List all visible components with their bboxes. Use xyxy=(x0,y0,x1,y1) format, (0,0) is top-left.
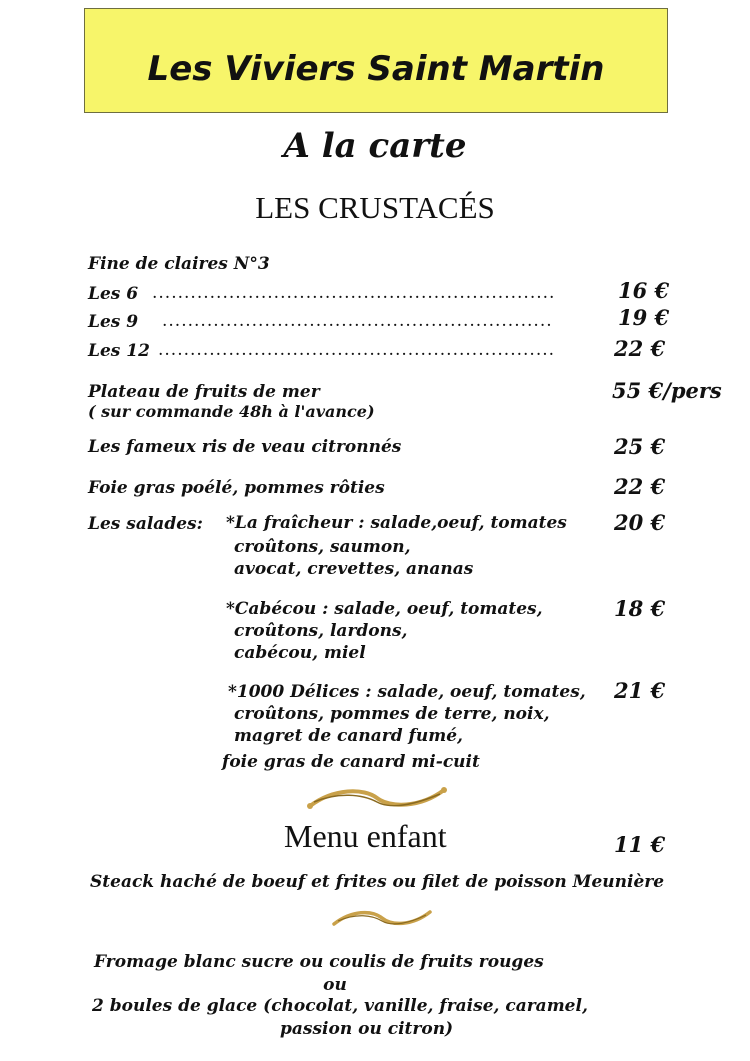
plateau-price: 55 €/pers xyxy=(612,378,722,403)
foie-name: Foie gras poélé, pommes rôties xyxy=(88,478,385,498)
salads-label: Les salades: xyxy=(88,514,203,534)
oysters-title: Fine de claires N°3 xyxy=(88,254,270,274)
dessert-line-3: passion ou citron) xyxy=(280,1019,454,1039)
salad-price: 18 € xyxy=(614,596,666,621)
salad-line: foie gras de canard mi-cuit xyxy=(222,752,480,772)
dessert-or: ou xyxy=(323,975,347,995)
flourish-ornament xyxy=(304,784,450,814)
salad-line: *Cabécou : salade, oeuf, tomates, xyxy=(226,599,543,619)
restaurant-name: Les Viviers Saint Martin xyxy=(147,49,605,89)
salad-line: croûtons, lardons, xyxy=(234,621,408,641)
ris-price: 25 € xyxy=(614,434,666,459)
dessert-line-1: Fromage blanc sucre ou coulis de fruits rouges xyxy=(94,952,544,972)
salad-line: avocat, crevettes, ananas xyxy=(234,559,474,579)
leader-dots: ............................................................. xyxy=(162,311,553,331)
ris-name: Les fameux ris de veau citronnés xyxy=(88,437,402,457)
plateau-name: Plateau de fruits de mer xyxy=(88,382,320,402)
oyster-row-label: Les 9 xyxy=(88,312,139,332)
salad-line: magret de canard fumé, xyxy=(234,726,463,746)
oyster-row-label: Les 6 xyxy=(88,284,139,304)
oyster-row-price: 19 € xyxy=(618,305,670,330)
salad-line: croûtons, saumon, xyxy=(234,537,411,557)
foie-price: 22 € xyxy=(614,474,666,499)
plateau-note: ( sur commande 48h à l'avance) xyxy=(88,402,375,421)
salad-price: 20 € xyxy=(614,510,666,535)
salad-price: 21 € xyxy=(614,678,666,703)
flourish-ornament xyxy=(330,906,434,932)
leader-dots: ............................................................... xyxy=(152,283,556,303)
leader-dots: .............................................................. xyxy=(158,340,556,360)
salad-line: cabécou, miel xyxy=(234,643,366,663)
oyster-row-label: Les 12 xyxy=(88,341,150,361)
kids-menu-main: Steack haché de boeuf et frites ou filet de poisson Meunière xyxy=(90,872,665,892)
section-title: LES CRUSTACÉS xyxy=(255,190,495,225)
salad-line: *1000 Délices : salade, oeuf, tomates, xyxy=(228,682,586,702)
header-banner xyxy=(84,8,668,113)
salad-line: *La fraîcheur : salade,oeuf, tomates xyxy=(226,513,567,533)
kids-menu-title: Menu enfant xyxy=(284,818,447,854)
oyster-row-price: 22 € xyxy=(614,336,666,361)
page-subtitle: A la carte xyxy=(283,126,467,166)
kids-menu-price: 11 € xyxy=(614,832,666,857)
dessert-line-2: 2 boules de glace (chocolat, vanille, fraise, caramel, xyxy=(92,996,588,1016)
salad-line: croûtons, pommes de terre, noix, xyxy=(234,704,550,724)
oyster-row-price: 16 € xyxy=(618,278,670,303)
